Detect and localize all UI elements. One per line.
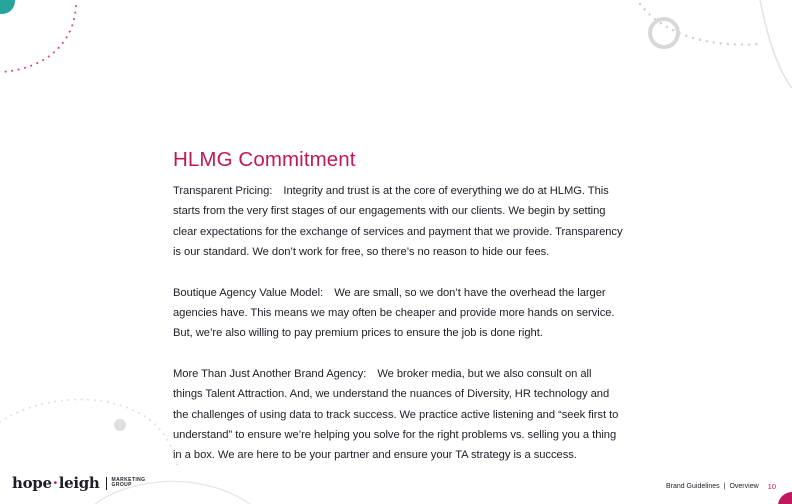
logo-divider [106, 477, 107, 490]
gray-dotted-arc [640, 4, 760, 45]
paragraph-text: We broker media, but we also consult on all things Talent Attraction. And, we understand the nuances of Diversity, HR technology and the challenges of using data to track success. We practice active listening and “seek first to understand” to ensure we’re helping you solve for the right problems vs. selling you a thing in a box. We are here to be your partner and ensure your TA strategy is a success. [173, 368, 619, 462]
main-content [173, 148, 623, 486]
gray-dot-decoration [114, 419, 126, 431]
logo-subtitle [112, 478, 146, 489]
logo-subtitle-line2: GROUP [111, 482, 132, 488]
gray-dotted-arc-bottom [0, 400, 178, 470]
footer-separator: | [723, 483, 726, 490]
paragraph-label: Boutique Agency Value Model: [173, 286, 324, 299]
paragraph-text: Integrity and trust is at the core of everything we do at HLMG. This starts from the very first stages of our engagements with our clients. We begin by setting clear expectations for the exchange of services and payment that we provide. Transparency is our standard. We don’t work for free, so there’s no reason to hide our fees. [173, 185, 623, 258]
logo-part-hope: hope [12, 474, 52, 492]
logo-part-leigh: leigh [58, 474, 100, 492]
logo-dot: · [52, 474, 58, 492]
page-title: HLMG Commitment [173, 148, 356, 171]
logo-wordmark [12, 474, 100, 492]
paragraph-label: More Than Just Another Brand Agency: [173, 368, 367, 381]
company-logo [12, 472, 145, 494]
page-number: 10 [767, 482, 776, 491]
paragraph-more-than-agency [173, 364, 623, 465]
logo-subtitle-line1: MARKETING [111, 476, 146, 483]
footer-navigation [666, 482, 776, 491]
gray-ring-decoration [650, 19, 678, 47]
gray-large-arc [760, 0, 792, 88]
pink-circle-decoration [778, 492, 792, 504]
paragraph-boutique-agency [173, 283, 623, 344]
paragraph-label: Transparent Pricing: [173, 185, 273, 197]
footer-section: Brand Guidelines [665, 483, 720, 490]
paragraph-transparent-pricing [173, 181, 623, 262]
paragraph-text: We are small, so we don’t have the overhead the larger agencies have. This means we may often be cheaper and provide more hands on service. But, we’re also willing to pay premium prices to ensure the job is done right. [173, 286, 615, 340]
pink-dotted-arc [2, 6, 76, 72]
teal-circle-decoration [0, 0, 15, 14]
footer-subsection: Overview [729, 483, 759, 490]
